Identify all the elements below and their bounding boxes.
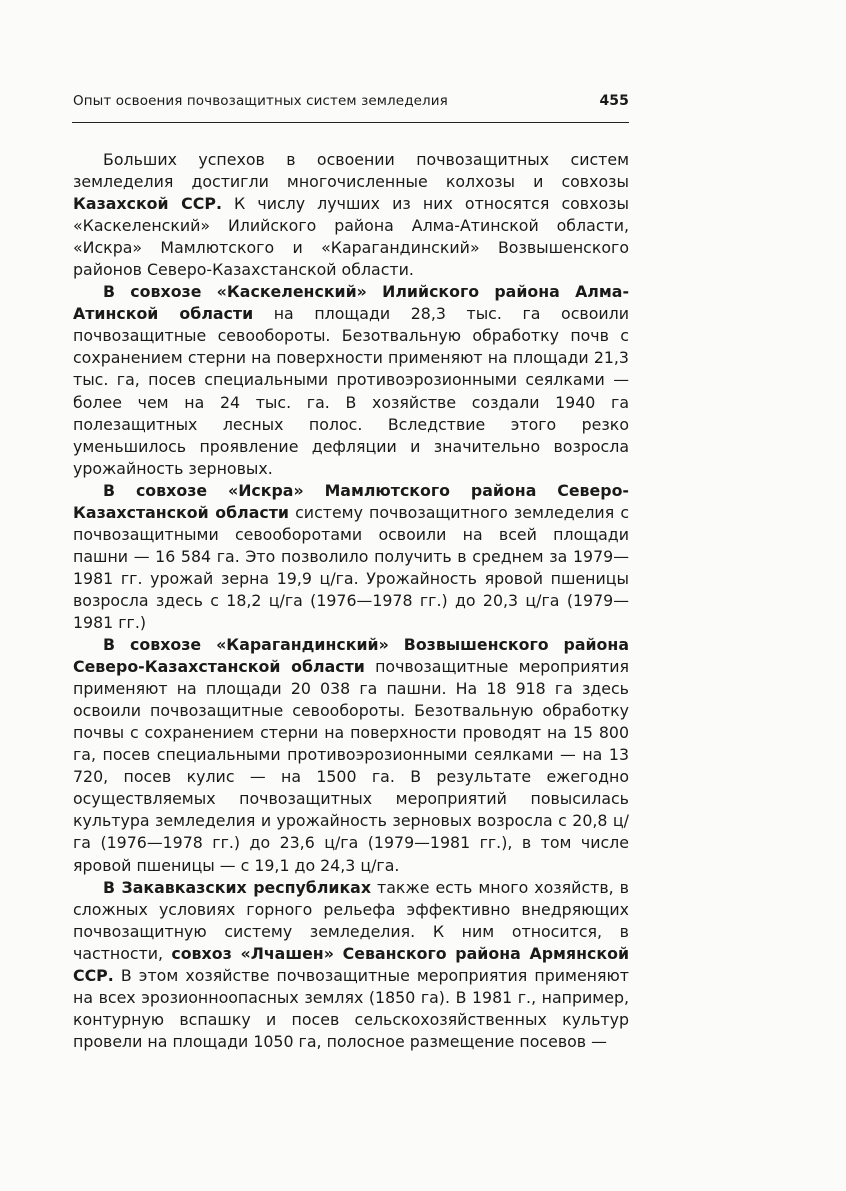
bold-run: совхоз «Лчашен» Севанского района Армянской ССР. bbox=[73, 943, 630, 985]
paragraph-karagandinsky bbox=[73, 634, 629, 877]
bold-run: В совхозе «Искра» Мамлютского района Северо-Казахстанской области bbox=[73, 480, 629, 522]
text-run: систему почвозащитного земледелия с почвозащитными севооборотами освоили на всей площади пашни — 16 584 га. Это позволило получить в среднем за 1979—1981 гг. урожай зерна 19,9 ц/га. Урожайность яровой пшеницы возросла здесь с 18,2 ц/га (1976—1978 гг.) до 20,3 ц/га (1979—1981 гг.) bbox=[73, 502, 629, 632]
bold-run: В Закавказских республиках bbox=[103, 877, 372, 897]
bold-run: В совхозе «Карагандинский» Возвышенского района Северо-Казахстанской области bbox=[73, 635, 629, 677]
paragraph-iskra bbox=[73, 480, 629, 634]
paragraph-kaskelensky bbox=[73, 281, 629, 479]
running-header bbox=[73, 93, 629, 109]
bold-run: В совхозе «Каскеленский» Илийского района Алма-Атинской области bbox=[73, 282, 629, 324]
paragraph-transcaucasia bbox=[73, 877, 629, 1053]
text-run: В этом хозяйстве почвозащитные мероприятия применяют на всех эрозионноопасных землях (1850 га). В 1981 г., например, контурную вспашку и посев сельскохозяйственных культур провели на площади 1050 га, полосное размещение посевов — bbox=[73, 965, 629, 1051]
page-number: 455 bbox=[599, 93, 629, 109]
text-run: на площади 28,3 тыс. га освоили почвозащитные севообороты. Безотвальную обработку почв с сохранением стерни на поверхности применяют на площади 21,3 тыс. га, посев специальными противоэрозионными сеялками — более чем на 24 тыс. га. В хозяйстве создали 1940 га полезащитных лесных полос. Вследствие этого резко уменьшилось проявление дефляции и значительно возросла урожайность зерновых. bbox=[73, 304, 629, 478]
text-run: почвозащитные мероприятия применяют на площади 20 038 га пашни. На 18 918 га здесь освоили почвозащитные севообороты. Безотвальную обработку почвы с сохранением стерни на поверхности проводят на 15 800 га, посев специальными противоэрозионными сеялками — на 13 720, посев кулис — на 1500 га. В результате ежегодно осуществляемых почвозащитных мероприятий повысилась культура земледелия и урожайность зерновых возросла с 20,8 ц/га (1976—1978 гг.) до 23,6 ц/га (1979—1981 гг.), в том числе яровой пшеницы — с 19,1 до 24,3 ц/га. bbox=[73, 657, 630, 875]
running-title: Опыт освоения почвозащитных систем земледелия bbox=[73, 93, 448, 109]
text-run: Больших успехов в освоении почвозащитных систем земледелия достигли многочисленные колхозы и совхозы bbox=[73, 150, 629, 192]
body-text bbox=[73, 149, 629, 1053]
bold-run: Казахской ССР. bbox=[73, 194, 222, 214]
text-run: также есть много хозяйств, в сложных условиях горного рельефа эффективно внедряющих почвозащитную систему земледелия. К ним относится, в частности, bbox=[73, 877, 629, 963]
paragraph-kazakh-ssr bbox=[73, 149, 629, 281]
text-run: К числу лучших из них относятся совхозы «Каскеленский» Илийского района Алма-Атинской области, «Искра» Мамлютского и «Карагандинский» Возвышенского районов Северо-Казахстанской области. bbox=[73, 194, 629, 280]
header-rule bbox=[72, 122, 629, 123]
